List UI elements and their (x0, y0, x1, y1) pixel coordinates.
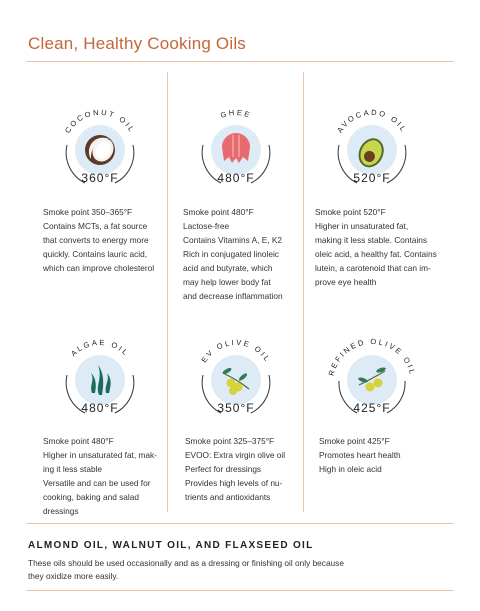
oil-name: REFINED OLIVE OIL (326, 336, 418, 377)
avocado-oil-badge (317, 95, 427, 205)
oil-name: EV OLIVE OIL (199, 337, 273, 365)
ev-olive-oil-description: Smoke point 325–375°F EVOO: Extra virgin olive oil Perfect for dressings Provides high levels of nu- trients and antioxidants (185, 436, 286, 502)
oil-name: ALGAE OIL (68, 337, 132, 359)
refined-olive-oil-badge (317, 325, 427, 435)
coconut-oil-description: Smoke point 350–365°F Contains MCTs, a fat source that converts to energy more quickly. Contains lauric acid, which can improve cholesterol (43, 207, 155, 273)
page-title: Clean, Healthy Cooking Oils (28, 34, 246, 53)
avocado-oil-description: Smoke point 520°F Higher in unsaturated fat, making it less stable. Contains oleic acid, a healthy fat. Contains lutein, a carotenoid that can im- prove eye health (315, 207, 437, 287)
column-divider-1 (167, 72, 168, 512)
algae-oil-description: Smoke point 480°F Higher in unsaturated fat, mak- ing it less stable Versatile and can be used for cooking, baking and salad dressings (43, 436, 157, 516)
smoke-temp: 425°F (353, 401, 391, 415)
smoke-temp: 520°F (353, 171, 391, 185)
smoke-temp: 480°F (81, 401, 119, 415)
refined-olive-oil-description: Smoke point 425°F Promotes heart health High in oleic acid (319, 436, 401, 474)
top-divider (26, 61, 454, 62)
coconut-oil-badge (45, 95, 155, 205)
bottom-divider (26, 590, 454, 591)
footer-divider (26, 523, 454, 524)
smoke-temp: 480°F (217, 171, 255, 185)
ev-olive-oil-badge (181, 325, 291, 435)
svg-text:GHEE (219, 108, 253, 120)
oil-name: GHEE (219, 107, 253, 120)
column-divider-2 (303, 72, 304, 512)
ghee-badge (181, 95, 291, 205)
algae-oil-badge (45, 325, 155, 435)
smoke-temp: 350°F (217, 401, 255, 415)
footer-text: These oils should be used occasionally and as a dressing or finishing oil only because they oxidize more easily. (28, 558, 344, 581)
smoke-temp: 360°F (81, 171, 119, 185)
footer-title: ALMOND OIL, WALNUT OIL, AND FLAXSEED OIL (28, 540, 314, 551)
ghee-description: Smoke point 480°F Lactose-free Contains Vitamins A, E, K2 Rich in conjugated linoleic acid and butyrate, which may help lower body fat and decrease inflammation (183, 207, 283, 301)
oil-name: AVOCADO OIL (335, 107, 409, 135)
oil-name: COCONUT OIL (62, 107, 138, 135)
